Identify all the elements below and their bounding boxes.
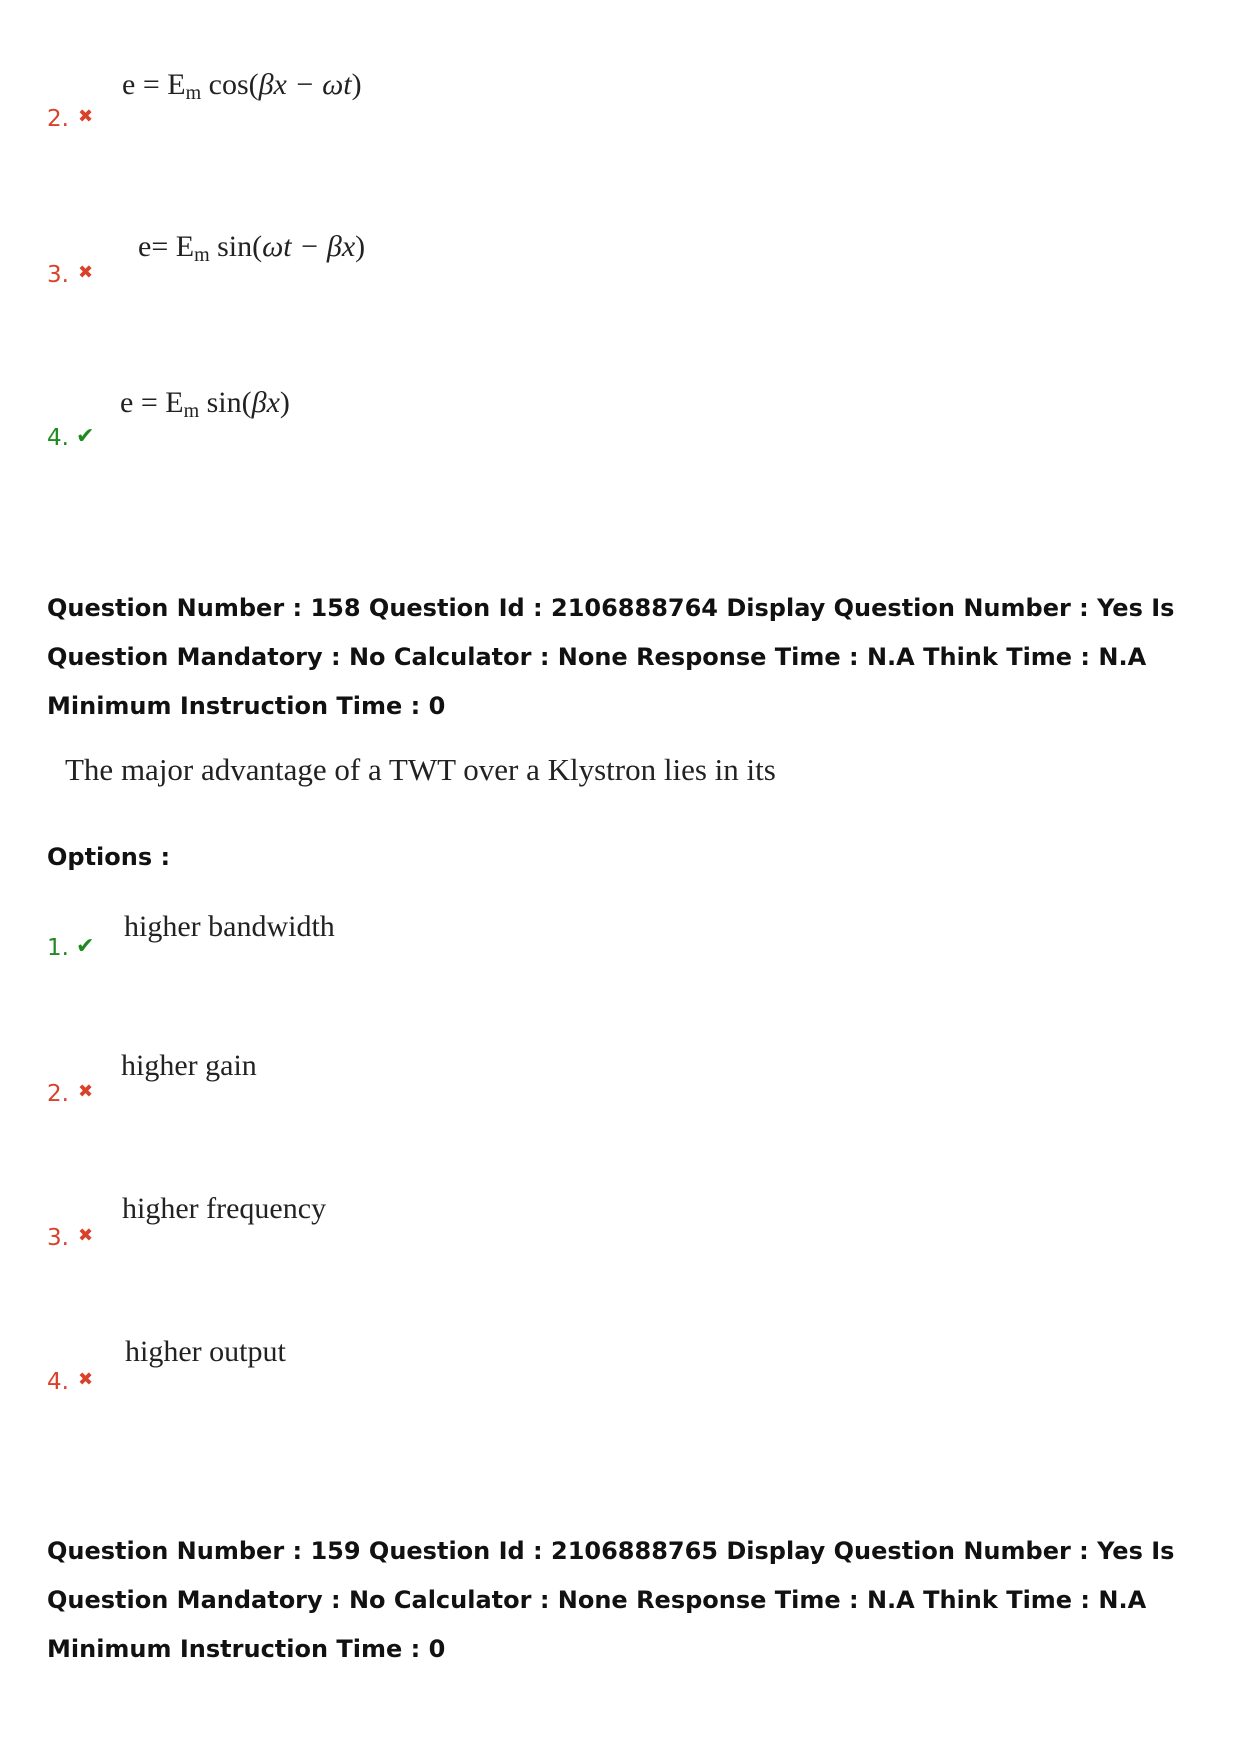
check-icon: ✔ bbox=[76, 934, 95, 959]
option-formula: $e= E_m$ sin(ωt − βx) bbox=[138, 230, 366, 266]
option-number: 4. bbox=[47, 1369, 69, 1395]
cross-icon: ✖ bbox=[78, 1081, 94, 1102]
question-meta: Question Number : 158 Question Id : 2106888764 Display Question Number : Yes Is Question Mandatory : No Calculator : None Response Time : N.A Think Time : N.A Minimum Instruction Time : 0 bbox=[47, 594, 1175, 720]
question-text: The major advantage of a TWT over a Klystron lies in its bbox=[65, 752, 776, 787]
option-text: higher bandwidth bbox=[124, 910, 335, 943]
option-text: higher output bbox=[125, 1335, 286, 1368]
option-text: higher frequency bbox=[122, 1192, 327, 1225]
option-number: 3. bbox=[47, 1225, 69, 1251]
cross-icon: ✖ bbox=[78, 106, 94, 127]
option-formula: $e = E_m$ cos(βx − ωt) bbox=[122, 68, 362, 104]
cross-icon: ✖ bbox=[78, 262, 94, 283]
check-icon: ✔ bbox=[76, 424, 95, 449]
question-meta: Question Number : 159 Question Id : 2106888765 Display Question Number : Yes Is Question Mandatory : No Calculator : None Response Time : N.A Think Time : N.A Minimum Instruction Time : 0 bbox=[47, 1537, 1175, 1663]
option-number: 3. bbox=[47, 262, 69, 288]
cross-icon: ✖ bbox=[78, 1225, 94, 1246]
option-formula: $e = E_m$ sin(βx) bbox=[120, 386, 290, 422]
option-number: 2. bbox=[47, 106, 69, 132]
cross-icon: ✖ bbox=[78, 1369, 94, 1390]
option-number: 4. bbox=[47, 425, 69, 451]
option-number: 2. bbox=[47, 1081, 69, 1107]
options-label: Options : bbox=[47, 843, 171, 871]
option-text: higher gain bbox=[121, 1049, 257, 1082]
option-number: 1. bbox=[47, 935, 69, 961]
